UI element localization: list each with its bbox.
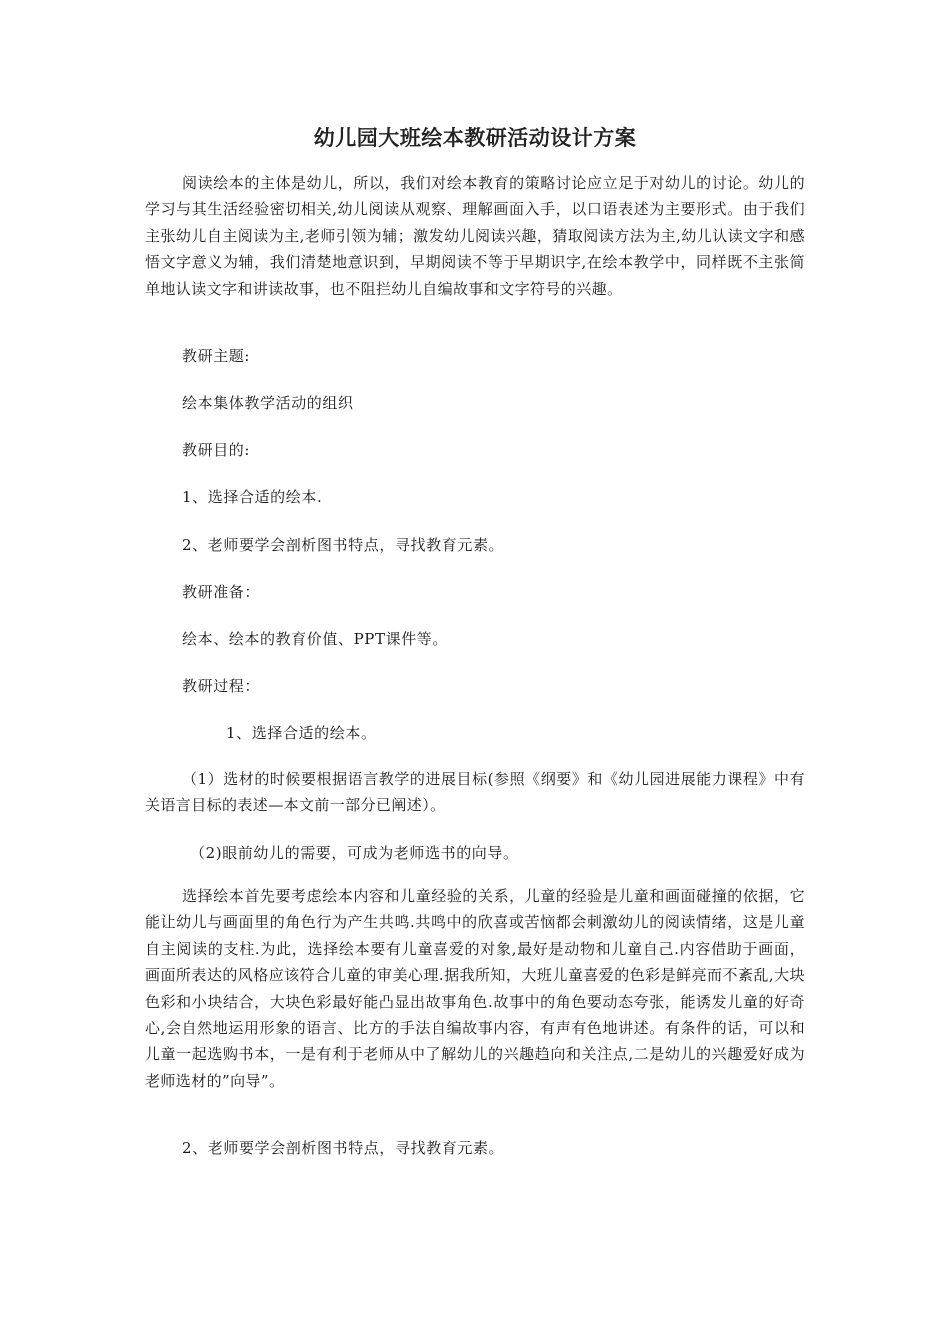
process-step-2: 2、老师要学会剖析图书特点，寻找教育元素。 (182, 1139, 505, 1157)
theme-label: 教研主题: (182, 347, 251, 365)
process-label: 教研过程： (182, 677, 261, 695)
intro-paragraph: 阅读绘本的主体是幼儿，所以，我们对绘本教育的策略讨论应立足于对幼儿的讨论。幼儿的学习与其生活经验密切相关,幼儿阅读从观察、理解画面入手，以口语表述为主要形式。由于我们主张幼儿自主阅读为主,老师引领为辅；激发幼儿阅读兴趣，猜取阅读方法为主,幼儿认读文字和感悟文字意义为辅，我们清楚地意识到，早期阅读不等于早期识字,在绘本教学中，同样既不主张简单地认读文字和讲读故事，也不阻拦幼儿自编故事和文字符号的兴趣。 (145, 174, 805, 298)
process-step-1-body: 选择绘本首先要考虑绘本内容和儿童经验的关系，儿童的经验是儿童和画面碰撞的依据，它能让幼儿与画面里的角色行为产生共鸣.共鸣中的欣喜或苦恼都会刺激幼儿的阅读情绪，这是儿童自主阅读的支柱.为此，选择绘本要有儿童喜爱的对象,最好是动物和儿童自己.内容借助于画面，画面所表达的风格应该符合儿童的审美心理.据我所知，大班儿童喜爱的色彩是鲜亮而不紊乱,大块色彩和小块结合，大块色彩最好能凸显出故事角色.故事中的角色要动态夸张，能诱发儿童的好奇心,会自然地运用形象的语言、比方的手法自编故事内容，有声有色地讲述。有条件的话，可以和儿童一起选购书本，一是有利于老师从中了解幼儿的兴趣趋向和关注点,二是幼儿的兴趣爱好成为老师选材的”向导”。 (145, 887, 805, 1090)
process-step-1-b: （2)眼前幼儿的需要，可成为老师选书的向导。 (190, 844, 519, 862)
goal-label: 教研目的: (182, 441, 251, 459)
theme-text: 绘本集体教学活动的组织 (182, 394, 354, 412)
process-step-1-a: （1）选材的时候要根据语言教学的进展目标(参照《纲要》和《幼儿园进展能力课程》中有关语言目标的表述—本文前一部分已阐述）。 (145, 770, 805, 815)
prep-text: 绘本、绘本的教育价值、PPT课件等。 (182, 630, 448, 648)
process-step-1: 1、选择合适的绘本。 (226, 724, 377, 742)
goal-item-2: 2、老师要学会剖析图书特点，寻找教育元素。 (182, 536, 505, 554)
goal-item-1: 1、选择合适的绘本. (182, 488, 323, 506)
prep-label: 教研准备： (182, 583, 261, 601)
document-title: 幼儿园大班绘本教研活动设计方案 (313, 126, 637, 150)
